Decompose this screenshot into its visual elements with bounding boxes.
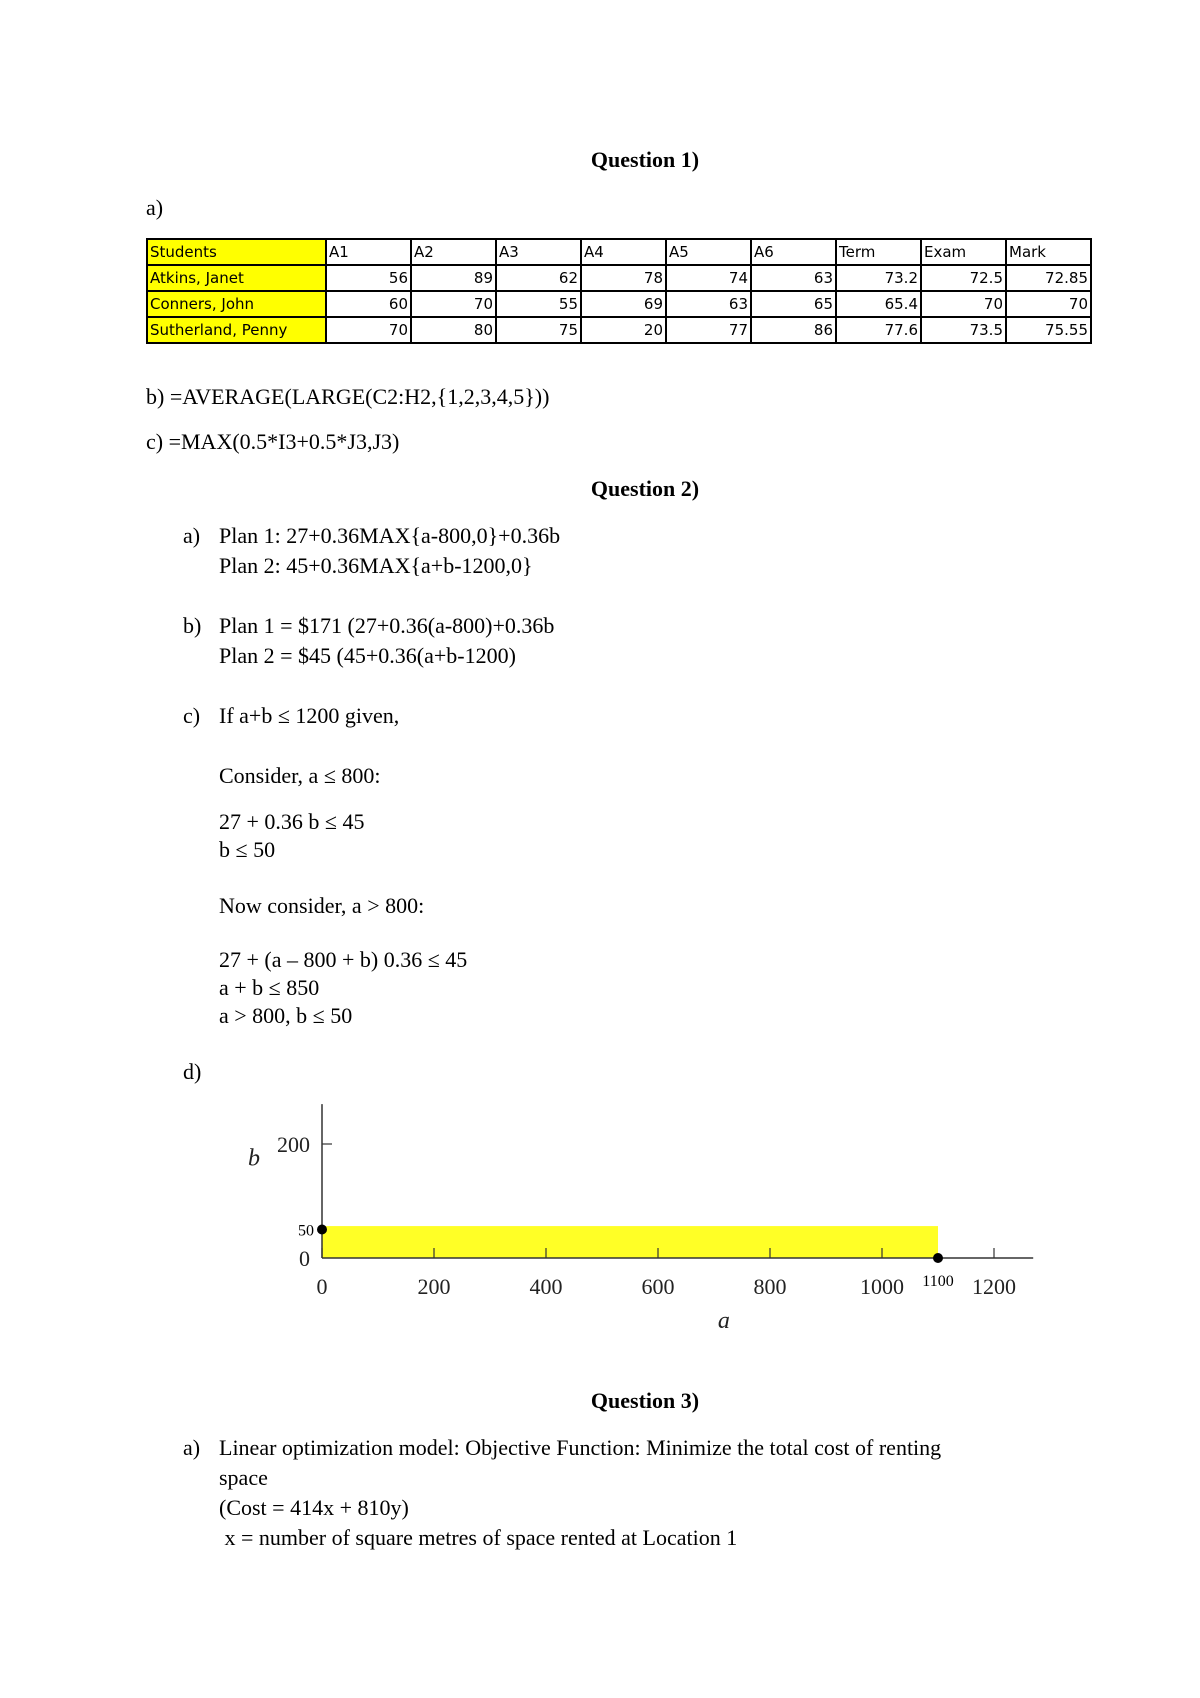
q2-c-ineq-4: a + b ≤ 850 xyxy=(219,975,320,1000)
score-cell: 70 xyxy=(411,291,496,317)
score-cell: 75.55 xyxy=(1006,317,1091,343)
score-cell: 55 xyxy=(496,291,581,317)
score-cell: 72.5 xyxy=(921,265,1006,291)
y-tick-label: 0 xyxy=(299,1246,310,1271)
score-cell: 86 xyxy=(751,317,836,343)
header-cell: A4 xyxy=(581,239,666,265)
student-name-cell: Sutherland, Penny xyxy=(147,317,326,343)
header-cell: A2 xyxy=(411,239,496,265)
q3-part-a-label: a) xyxy=(183,1435,201,1460)
header-cell: Term xyxy=(836,239,921,265)
x-tick-label: 0 xyxy=(316,1274,328,1299)
score-cell: 20 xyxy=(581,317,666,343)
score-cell: 70 xyxy=(1006,291,1091,317)
question-3-title: Question 3) xyxy=(590,1388,700,1413)
score-cell: 77.6 xyxy=(836,317,921,343)
q2-part-c-label: c) xyxy=(183,703,201,728)
corner-point xyxy=(933,1253,943,1263)
x-tick-label: 800 xyxy=(753,1274,787,1299)
header-cell: A3 xyxy=(496,239,581,265)
x-tick-label: 1000 xyxy=(860,1274,904,1299)
header-cell: Exam xyxy=(921,239,1006,265)
x-tick-label: 200 xyxy=(417,1274,451,1299)
student-name-cell: Atkins, Janet xyxy=(147,265,326,291)
annotation-50: 50 xyxy=(298,1222,314,1240)
q1-part-c: c) =MAX(0.5*I3+0.5*J3,J3) xyxy=(146,429,400,454)
q2-c-ineq-3: 27 + (a – 800 + b) 0.36 ≤ 45 xyxy=(219,947,468,972)
header-students: Students xyxy=(147,239,326,265)
score-cell: 60 xyxy=(326,291,411,317)
score-cell: 73.5 xyxy=(921,317,1006,343)
header-cell: A5 xyxy=(666,239,751,265)
score-cell: 63 xyxy=(666,291,751,317)
score-cell: 70 xyxy=(921,291,1006,317)
q3-a-x-def: x = number of square metres of space rented at Location 1 xyxy=(219,1525,738,1550)
header-cell: A6 xyxy=(751,239,836,265)
header-cell: A1 xyxy=(326,239,411,265)
q2-c-consider-1: Consider, a ≤ 800: xyxy=(219,763,381,788)
student-name-cell: Conners, John xyxy=(147,291,326,317)
score-cell: 65.4 xyxy=(836,291,921,317)
x-tick-label: 1200 xyxy=(972,1274,1016,1299)
score-cell: 69 xyxy=(581,291,666,317)
score-cell: 75 xyxy=(496,317,581,343)
score-cell: 70 xyxy=(326,317,411,343)
score-cell: 78 xyxy=(581,265,666,291)
q2-b-plan2: Plan 2 = $45 (45+0.36(a+b-1200) xyxy=(219,643,516,668)
score-cell: 62 xyxy=(496,265,581,291)
score-cell: 72.85 xyxy=(1006,265,1091,291)
q1-part-b: b) =AVERAGE(LARGE(C2:H2,{1,2,3,4,5})) xyxy=(146,384,550,409)
score-cell: 65 xyxy=(751,291,836,317)
y-tick-label: 200 xyxy=(277,1132,310,1157)
x-tick-label: 400 xyxy=(529,1274,563,1299)
y-axis-label: b xyxy=(248,1145,260,1172)
feasible-region xyxy=(322,1226,938,1258)
score-cell: 77 xyxy=(666,317,751,343)
q2-a-plan1: Plan 1: 27+0.36MAX{a-800,0}+0.36b xyxy=(219,523,561,548)
score-cell: 74 xyxy=(666,265,751,291)
q3-a-cost: (Cost = 414x + 810y) xyxy=(219,1495,409,1520)
x-tick-label: 600 xyxy=(641,1274,675,1299)
q2-b-plan1: Plan 1 = $171 (27+0.36(a-800)+0.36b xyxy=(219,613,555,638)
q3-a-model: Linear optimization model: Objective Function: Minimize the total cost of renting xyxy=(219,1435,942,1460)
score-cell: 63 xyxy=(751,265,836,291)
question-1-title: Question 1) xyxy=(590,147,700,172)
score-cell: 80 xyxy=(411,317,496,343)
q2-c-ineq-5: a > 800, b ≤ 50 xyxy=(219,1003,353,1028)
q2-c-consider-2: Now consider, a > 800: xyxy=(219,893,425,918)
q2-part-b-label: b) xyxy=(183,613,202,638)
q1-part-a-label: a) xyxy=(146,195,164,220)
score-cell: 56 xyxy=(326,265,411,291)
q2-part-d-label: d) xyxy=(183,1059,202,1084)
annotation-1100: 1100 xyxy=(922,1273,954,1290)
q2-part-a-label: a) xyxy=(183,523,201,548)
x-axis-label: a xyxy=(717,1308,730,1334)
q2-c-given: If a+b ≤ 1200 given, xyxy=(219,703,400,728)
corner-point xyxy=(317,1225,327,1235)
score-cell: 89 xyxy=(411,265,496,291)
q3-a-model-cont: space xyxy=(219,1465,268,1490)
score-cell: 73.2 xyxy=(836,265,921,291)
header-cell: Mark xyxy=(1006,239,1091,265)
question-2-title: Question 2) xyxy=(590,476,700,501)
q2-c-ineq-1: 27 + 0.36 b ≤ 45 xyxy=(219,809,365,834)
q2-a-plan2: Plan 2: 45+0.36MAX{a+b-1200,0} xyxy=(219,553,533,578)
q2-c-ineq-2: b ≤ 50 xyxy=(219,837,276,862)
